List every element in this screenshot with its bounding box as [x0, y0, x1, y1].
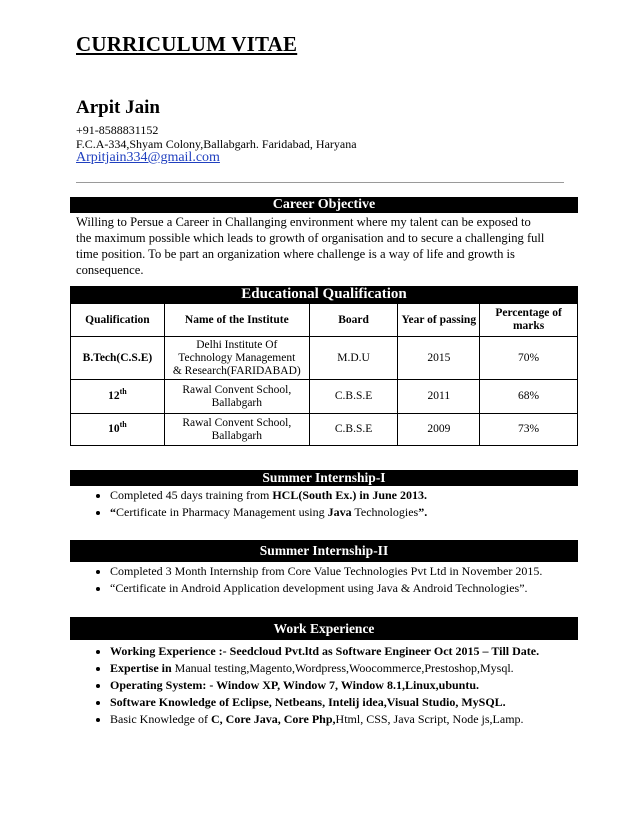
list-item: • Completed 3 Month Internship from Core Value Technologies Pvt Ltd in November 2015. [110, 563, 542, 580]
objective-line: Willing to Persue a Career in Challanging environment where my talent can be exposed to [76, 215, 531, 229]
objective-line: consequence. [76, 263, 144, 277]
header-divider [76, 182, 564, 183]
cell-qualification: 10th [71, 414, 165, 446]
career-objective-heading: Career Objective [70, 197, 578, 213]
list-item: • Completed 45 days training from HCL(South Ex.) in June 2013. [110, 487, 427, 504]
objective-line: time position. To be part an organization where challenge is a way of life and growth is [76, 247, 515, 261]
table-row [71, 337, 578, 380]
list-item: • “Certificate in Pharmacy Management using Java Technologies”. [110, 504, 427, 521]
cell-year: 2009 [398, 414, 480, 446]
objective-line: the maximum possible which leads to growth of organisation and to secure a challenging full [76, 231, 545, 245]
table-header-row [71, 304, 578, 337]
internship1-list [92, 487, 427, 521]
list-item: • Software Knowledge of Eclipse, Netbeans, Intelij idea,Visual Studio, MySQL. [110, 694, 539, 711]
cell-board: C.B.S.E [309, 380, 398, 414]
header-year: Year of passing [398, 304, 480, 337]
cell-qualification: B.Tech(C.S.E) [71, 337, 165, 380]
cell-percentage: 70% [480, 337, 578, 380]
cell-percentage: 68% [480, 380, 578, 414]
header-qualification: Qualification [71, 304, 165, 337]
work-heading: Work Experience [70, 617, 578, 640]
cell-year: 2011 [398, 380, 480, 414]
career-objective-text [76, 214, 562, 278]
header-board: Board [309, 304, 398, 337]
cell-year: 2015 [398, 337, 480, 380]
list-item: • Working Experience :- Seedcloud Pvt.ltd as Software Engineer Oct 2015 – Till Date. [110, 643, 539, 660]
header-institute: Name of the Institute [164, 304, 309, 337]
list-item: • “Certificate in Android Application development using Java & Android Technologies”. [110, 580, 542, 597]
cell-institute: Rawal Convent School, Ballabgarh [164, 414, 309, 446]
header-percentage: Percentage of marks [480, 304, 578, 337]
cell-institute: Rawal Convent School, Ballabgarh [164, 380, 309, 414]
table-row [71, 414, 578, 446]
internship2-list [92, 563, 542, 597]
cell-percentage: 73% [480, 414, 578, 446]
address: F.C.A-334,Shyam Colony,Ballabgarh. Faridabad, Haryana [76, 137, 357, 151]
cell-board: C.B.S.E [309, 414, 398, 446]
work-list [92, 643, 539, 728]
education-table [70, 303, 578, 446]
internship1-heading: Summer Internship-I [70, 470, 578, 486]
document-title: CURRICULUM VITAE [76, 32, 298, 56]
email-link[interactable]: Arpitjain334@gmail.com [76, 150, 220, 165]
candidate-name: Arpit Jain [76, 97, 160, 118]
list-item: • Expertise in Manual testing,Magento,Wordpress,Woocommerce,Prestoshop,Mysql. [110, 660, 539, 677]
list-item: • Basic Knowledge of C, Core Java, Core Php,Html, CSS, Java Script, Node js,Lamp. [110, 711, 539, 728]
education-heading: Educational Qualification [70, 286, 578, 303]
table-row [71, 380, 578, 414]
cell-qualification: 12th [71, 380, 165, 414]
cell-institute: Delhi Institute Of Technology Management & Research(FARIDABAD) [164, 337, 309, 380]
internship2-heading: Summer Internship-II [70, 540, 578, 562]
phone-number: +91-8588831152 [76, 123, 159, 137]
list-item: • Operating System: - Window XP, Window 7, Window 8.1,Linux,ubuntu. [110, 677, 539, 694]
cell-board: M.D.U [309, 337, 398, 380]
